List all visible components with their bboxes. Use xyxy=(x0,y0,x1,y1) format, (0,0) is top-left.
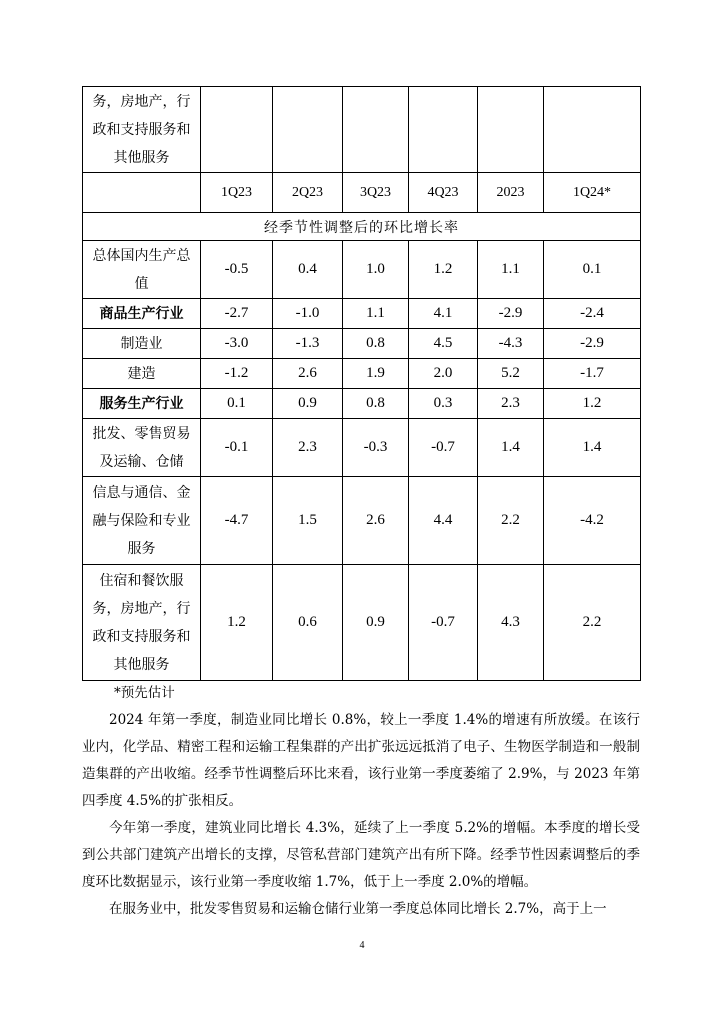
value-cell: -3.0 xyxy=(201,329,273,359)
column-header: 4Q23 xyxy=(409,173,478,213)
value-cell: 1.4 xyxy=(544,419,641,477)
label-line: 制造业 xyxy=(120,335,163,352)
footnote: *预先估计 xyxy=(114,685,175,701)
value-cell: -0.1 xyxy=(201,419,273,477)
value-cell: 1.4 xyxy=(478,419,544,477)
value-cell: 1.1 xyxy=(478,241,544,299)
continuation-label xyxy=(83,87,201,173)
column-header: 2023 xyxy=(478,173,544,213)
value-cell: -4.3 xyxy=(478,329,544,359)
value-cell: -0.3 xyxy=(343,419,409,477)
table-row xyxy=(83,565,641,681)
value-cell: 1.1 xyxy=(343,299,409,329)
value-cell: -2.7 xyxy=(201,299,273,329)
label-line: 总体国内生产总 xyxy=(92,247,191,264)
value-cell: 1.5 xyxy=(273,477,343,565)
value-cell: 2.2 xyxy=(478,477,544,565)
value-cell: -1.7 xyxy=(544,359,641,389)
value-cell: 0.3 xyxy=(409,389,478,419)
value-cell: -1.0 xyxy=(273,299,343,329)
empty-cell xyxy=(343,87,409,173)
paragraph: 在服务业中，批发零售贸易和运输仓储行业第一季度总体同比增长 2.7%，高于上一 xyxy=(109,901,607,917)
table-row xyxy=(83,299,641,329)
empty-cell xyxy=(544,87,641,173)
value-cell: 0.1 xyxy=(201,389,273,419)
table-row xyxy=(83,241,641,299)
column-header: 1Q23 xyxy=(201,173,273,213)
label-line: 及运输、仓储 xyxy=(99,453,184,470)
label-line: 务，房地产，行 xyxy=(92,93,191,110)
continuation-row xyxy=(83,87,641,173)
column-header: 2Q23 xyxy=(273,173,343,213)
value-cell: -2.9 xyxy=(544,329,641,359)
table-row xyxy=(83,389,641,419)
table-row xyxy=(83,329,641,359)
value-cell: -1.2 xyxy=(201,359,273,389)
empty-cell xyxy=(273,87,343,173)
row-label xyxy=(83,477,201,565)
value-cell: -0.7 xyxy=(409,419,478,477)
value-cell: 5.2 xyxy=(478,359,544,389)
value-cell: 2.3 xyxy=(273,419,343,477)
label-line: 融与保险和专业 xyxy=(92,512,191,529)
label-line: 其他服务 xyxy=(113,656,170,673)
label-line: 服务生产行业 xyxy=(99,395,184,412)
row-label xyxy=(83,389,201,419)
empty-cell xyxy=(201,87,273,173)
value-cell: 0.1 xyxy=(544,241,641,299)
label-line: 务，房地产，行 xyxy=(92,600,191,617)
paragraph: 今年第一季度，建筑业同比增长 4.3%，延续了上一季度 5.2%的增幅。本季度的增长受到公共部门建筑产出增长的支撑，尽管私营部门建筑产出有所下降。经季节性因素调整后的季度环比数据显示，该行业第一季度收缩 1.7%，低于上一季度 2.0%的增幅。 xyxy=(82,820,640,890)
paragraph: 2024 年第一季度，制造业同比增长 0.8%，较上一季度 1.4%的增速有所放缓。在该行业内，化学品、精密工程和运输工程集群的产出扩张远远抵消了电子、生物医学制造和一般制造集群的产出收缩。经季节性调整后环比来看，该行业第一季度萎缩了 2.9%，与 2023 年第四季度 4.5%的扩张相反。 xyxy=(82,712,640,809)
empty-cell xyxy=(409,87,478,173)
label-line: 其他服务 xyxy=(113,149,170,166)
value-cell: 4.4 xyxy=(409,477,478,565)
value-cell: 0.9 xyxy=(343,565,409,681)
page-number: 4 xyxy=(359,940,365,951)
value-cell: 2.3 xyxy=(478,389,544,419)
header-corner xyxy=(83,173,201,213)
label-line: 住宿和餐饮服 xyxy=(99,572,184,589)
empty-cell xyxy=(478,87,544,173)
value-cell: 1.2 xyxy=(201,565,273,681)
label-line: 政和支持服务和 xyxy=(92,121,191,138)
label-line: 商品生产行业 xyxy=(99,305,184,322)
value-cell: 0.8 xyxy=(343,389,409,419)
section-title: 经季节性调整后的环比增长率 xyxy=(83,213,641,241)
value-cell: 0.9 xyxy=(273,389,343,419)
value-cell: -1.3 xyxy=(273,329,343,359)
header-row xyxy=(83,173,641,213)
value-cell: -2.9 xyxy=(478,299,544,329)
table-row xyxy=(83,419,641,477)
value-cell: 4.1 xyxy=(409,299,478,329)
row-label xyxy=(83,329,201,359)
label-line: 信息与通信、金 xyxy=(92,484,191,501)
row-label xyxy=(83,241,201,299)
value-cell: 1.9 xyxy=(343,359,409,389)
value-cell: 0.4 xyxy=(273,241,343,299)
row-label xyxy=(83,299,201,329)
label-line: 政和支持服务和 xyxy=(92,628,191,645)
label-line: 批发、零售贸易 xyxy=(92,425,191,442)
value-cell: 0.8 xyxy=(343,329,409,359)
value-cell: -0.5 xyxy=(201,241,273,299)
column-header: 1Q24* xyxy=(544,173,641,213)
value-cell: 2.0 xyxy=(409,359,478,389)
label-line: 服务 xyxy=(127,540,156,557)
value-cell: 2.6 xyxy=(273,359,343,389)
value-cell: 4.5 xyxy=(409,329,478,359)
value-cell: 0.6 xyxy=(273,565,343,681)
value-cell: -4.7 xyxy=(201,477,273,565)
body-text xyxy=(82,680,640,923)
value-cell: -4.2 xyxy=(544,477,641,565)
row-label xyxy=(83,565,201,681)
label-line: 建造 xyxy=(127,365,156,382)
value-cell: 2.2 xyxy=(544,565,641,681)
value-cell: 2.6 xyxy=(343,477,409,565)
table-row xyxy=(83,477,641,565)
row-label xyxy=(83,359,201,389)
column-header: 3Q23 xyxy=(343,173,409,213)
table-body xyxy=(83,241,641,681)
section-row xyxy=(83,213,641,241)
value-cell: 1.2 xyxy=(409,241,478,299)
value-cell: 1.0 xyxy=(343,241,409,299)
value-cell: 4.3 xyxy=(478,565,544,681)
table-row xyxy=(83,359,641,389)
row-label xyxy=(83,419,201,477)
label-line: 值 xyxy=(134,275,149,292)
growth-table xyxy=(82,86,641,681)
value-cell: 1.2 xyxy=(544,389,641,419)
value-cell: -2.4 xyxy=(544,299,641,329)
value-cell: -0.7 xyxy=(409,565,478,681)
